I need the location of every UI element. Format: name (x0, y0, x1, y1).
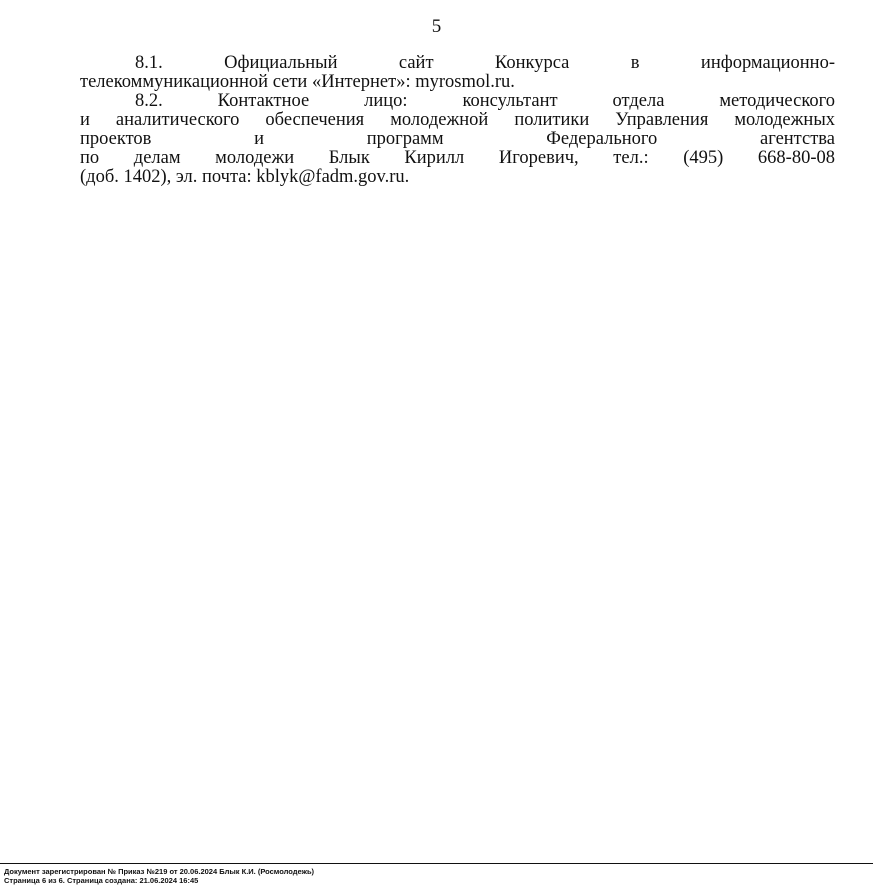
footer-page-info-line: Страница 6 из 6. Страница создана: 21.06.2024 16:45 (4, 876, 199, 885)
paragraph-8-2-line-3: проектов и программ Федерального агентства (80, 129, 835, 149)
paragraph-8-2-line-5: (доб. 1402), эл. почта: kblyk@fadm.gov.ru. (80, 167, 410, 187)
paragraph-8-2-line-4: по делам молодежи Блык Кирилл Игоревич, тел.: (495) 668-80-08 (80, 148, 835, 168)
registration-footer (4, 867, 314, 885)
footer-registration-line: Документ зарегистрирован № Приказ №219 от 20.06.2024 Блык К.И. (Росмолодежь) (4, 867, 315, 876)
footer-divider (0, 863, 873, 864)
page-number: 5 (431, 16, 442, 37)
paragraph-8-1-line-1: 8.1. Официальный сайт Конкурса в информационно- (135, 53, 835, 73)
paragraph-8-2-line-1: 8.2. Контактное лицо: консультант отдела методического (135, 91, 835, 111)
paragraph-8-2-line-2: и аналитического обеспечения молодежной политики Управления молодежных (80, 110, 835, 130)
paragraph-8-1-line-2: телекоммуникационной сети «Интернет»: myrosmol.ru. (80, 72, 515, 92)
document-body (80, 54, 835, 187)
